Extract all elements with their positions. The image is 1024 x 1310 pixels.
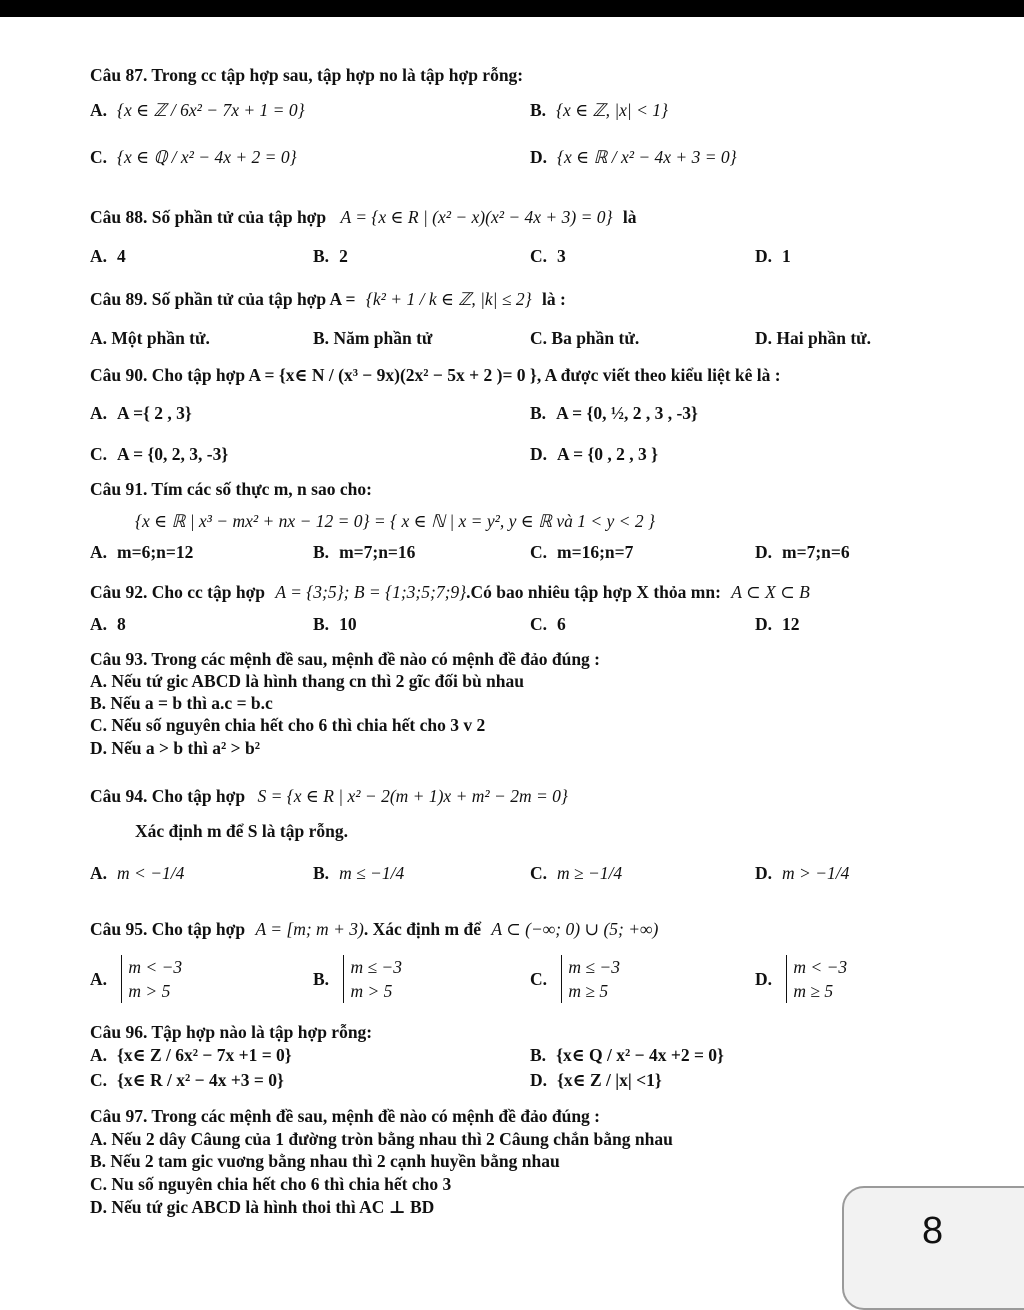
q94-stem-text: Câu 94. Cho tập hợp xyxy=(90,786,246,806)
q92-stem-text: Câu 92. Cho cc tập hợp xyxy=(90,582,265,602)
option-label: A. xyxy=(90,100,108,120)
q89-d-text: D. Hai phần tử. xyxy=(755,328,872,348)
q94-set: S = {x ∈ R | x² − 2(m + 1)x + m² − 2m = 0} xyxy=(257,786,568,806)
q94-d-text: m > −1/4 xyxy=(782,863,850,883)
q94-c-text: m ≥ −1/4 xyxy=(557,863,623,883)
q97-option-d[interactable]: D. Nếu tứ gic ABCD là hình thoi thì AC ⊥ BD xyxy=(90,1197,435,1217)
q90-option-b[interactable] xyxy=(530,402,698,424)
question-89-stem xyxy=(90,288,930,310)
q96-b-text: {x∈ Q / x² − 4x +2 = 0} xyxy=(556,1045,724,1065)
option-label: C. xyxy=(530,246,548,266)
option-label: A. xyxy=(90,246,108,266)
q92-option-a[interactable] xyxy=(90,613,126,635)
q87-c-text: {x ∈ ℚ / x² − 4x + 2 = 0} xyxy=(117,147,297,167)
q92-c-text: 6 xyxy=(557,614,566,634)
q95-option-a[interactable] xyxy=(90,955,182,1003)
option-label: A. xyxy=(90,542,108,562)
question-96-stem: Câu 96. Tập hợp nào là tập hợp rỗng: xyxy=(90,1022,373,1042)
q92-option-d[interactable] xyxy=(755,613,800,635)
q92-b-text: 10 xyxy=(339,614,357,634)
q90-b-text: A = {0, ½, 2 , 3 , -3} xyxy=(556,403,698,423)
option-label: D. xyxy=(755,863,773,883)
q89-tail: là : xyxy=(541,289,566,309)
q95-d-line2: m ≥ 5 xyxy=(793,981,834,1001)
q95-a-line1: m < −3 xyxy=(128,957,183,977)
option-label: C. xyxy=(90,147,108,167)
option-label: D. xyxy=(530,147,548,167)
q91-a-text: m=6;n=12 xyxy=(117,542,194,562)
q92-d-text: 12 xyxy=(782,614,800,634)
question-92-stem xyxy=(90,581,930,603)
option-label: C. xyxy=(530,542,548,562)
option-label: D. xyxy=(755,246,773,266)
q96-option-c[interactable] xyxy=(90,1069,284,1091)
q95-d-line1: m < −3 xyxy=(793,957,848,977)
q90-option-a[interactable] xyxy=(90,402,192,424)
q91-equation: {x ∈ ℝ | x³ − mx² + nx − 12 = 0} = { x ∈ ℕ | x = y², y ∈ ℝ và 1 < y < 2 } xyxy=(135,511,655,531)
question-93-stem: Câu 93. Trong các mệnh đề sau, mệnh đề nào có mệnh đề đảo đúng : xyxy=(90,649,601,669)
q95-option-c[interactable] xyxy=(530,955,620,1003)
question-90-stem: Câu 90. Cho tập hợp A = {x∈ N / (x³ − 9x)(2x² − 5x + 2 )= 0 }, A được viết theo kiểu liệt kê là : xyxy=(90,365,781,385)
q89-c-text: C. Ba phần tử. xyxy=(530,328,640,348)
option-label: D. xyxy=(755,969,773,989)
q95-tail: . Xác định m để xyxy=(363,919,481,939)
q87-option-a[interactable] xyxy=(90,99,305,121)
q97-option-a[interactable]: A. Nếu 2 dây Câung của 1 đường tròn bằng nhau thì 2 Câung chắn bằng nhau xyxy=(90,1129,673,1149)
q87-b-text: {x ∈ ℤ, |x| < 1} xyxy=(556,100,669,120)
option-label: B. xyxy=(313,863,330,883)
q95-set: A = [m; m + 3) xyxy=(255,919,364,939)
q91-option-a[interactable] xyxy=(90,541,193,563)
q94-instruction: Xác định m để S là tập rỗng. xyxy=(135,821,348,841)
q88-b-text: 2 xyxy=(339,246,348,266)
q94-option-a[interactable] xyxy=(90,862,184,884)
q95-option-b[interactable] xyxy=(313,955,402,1003)
option-label: B. xyxy=(313,542,330,562)
q92-tail: .Có bao nhiêu tập hợp X thỏa mn: xyxy=(466,582,721,602)
q95-a-line2: m > 5 xyxy=(128,981,171,1001)
page-number: 8 xyxy=(922,1210,944,1252)
option-label: D. xyxy=(755,614,773,634)
q95-b-line1: m ≤ −3 xyxy=(350,957,402,977)
q96-option-b[interactable] xyxy=(530,1044,724,1066)
q88-tail: là xyxy=(622,207,637,227)
q91-d-text: m=7;n=6 xyxy=(782,542,850,562)
question-87-stem: Câu 87. Trong cc tập hợp sau, tập hợp no là tập hợp rỗng: xyxy=(90,65,524,85)
option-label: A. xyxy=(90,614,108,634)
q93-option-d[interactable]: D. Nếu a > b thì a² > b² xyxy=(90,738,260,758)
q95-option-d[interactable] xyxy=(755,955,847,1003)
q95-stem-text: Câu 95. Cho tập hợp xyxy=(90,919,246,939)
q95-c-line2: m ≥ 5 xyxy=(568,981,609,1001)
q97-option-b[interactable]: B. Nếu 2 tam gic vuơng bằng nhau thì 2 cạnh huyền bằng nhau xyxy=(90,1151,560,1171)
q91-option-b[interactable] xyxy=(313,541,415,563)
q88-set: A = {x ∈ R | (x² − x)(x² − 4x + 3) = 0} xyxy=(340,207,613,227)
q92-option-c[interactable] xyxy=(530,613,566,635)
q88-option-c[interactable] xyxy=(530,245,566,267)
option-label: D. xyxy=(530,444,548,464)
q92-relation: A ⊂ X ⊂ B xyxy=(731,582,810,602)
question-88-stem xyxy=(90,206,930,228)
option-label: D. xyxy=(755,542,773,562)
q91-option-c[interactable] xyxy=(530,541,633,563)
q89-option-d[interactable] xyxy=(755,327,871,349)
q87-option-d[interactable] xyxy=(530,146,737,168)
q90-option-c[interactable] xyxy=(90,443,228,465)
question-94-stem xyxy=(90,785,930,807)
option-label: C. xyxy=(90,444,108,464)
q88-option-d[interactable] xyxy=(755,245,791,267)
option-label: A. xyxy=(90,969,108,989)
option-label: C. xyxy=(530,863,548,883)
option-label: C. xyxy=(530,614,548,634)
q88-a-text: 4 xyxy=(117,246,126,266)
option-label: A. xyxy=(90,403,108,423)
q87-option-c[interactable] xyxy=(90,146,297,168)
q96-option-d[interactable] xyxy=(530,1069,662,1091)
q95-relation: A ⊂ (−∞; 0) ∪ (5; +∞) xyxy=(491,919,659,939)
question-95-stem xyxy=(90,918,930,940)
q91-option-d[interactable] xyxy=(755,541,850,563)
option-label: C. xyxy=(530,969,548,989)
q91-c-text: m=16;n=7 xyxy=(557,542,634,562)
q90-option-d[interactable] xyxy=(530,443,658,465)
question-91-stem: Câu 91. Tím các số thực m, n sao cho: xyxy=(90,479,372,499)
q96-d-text: {x∈ Z / |x| <1} xyxy=(557,1070,662,1090)
q92-a-text: 8 xyxy=(117,614,126,634)
q89-option-b[interactable] xyxy=(313,327,432,349)
q93-option-c[interactable]: C. Nếu số nguyên chia hết cho 6 thì chia hết cho 3 v 2 xyxy=(90,715,486,735)
q89-stem-text: Câu 89. Số phần tử của tập hợp A = xyxy=(90,289,356,309)
q94-option-c[interactable] xyxy=(530,862,622,884)
q87-option-b[interactable] xyxy=(530,99,668,121)
q88-c-text: 3 xyxy=(557,246,566,266)
q91-b-text: m=7;n=16 xyxy=(339,542,416,562)
option-label: B. xyxy=(313,969,330,989)
q88-option-b[interactable] xyxy=(313,245,348,267)
q90-d-text: A = {0 , 2 , 3 } xyxy=(557,444,659,464)
q93-option-b[interactable]: B. Nếu a = b thì a.c = b.c xyxy=(90,693,273,713)
q88-d-text: 1 xyxy=(782,246,791,266)
q89-option-a[interactable] xyxy=(90,327,210,349)
q87-d-text: {x ∈ ℝ / x² − 4x + 3 = 0} xyxy=(557,147,737,167)
option-label: B. xyxy=(313,614,330,634)
q94-option-d[interactable] xyxy=(755,862,849,884)
q93-option-a[interactable]: A. Nếu tứ gic ABCD là hình thang cn thì 2 gĩc đối bù nhau xyxy=(90,671,525,691)
option-label: B. xyxy=(313,246,330,266)
q87-a-text: {x ∈ ℤ / 6x² − 7x + 1 = 0} xyxy=(117,100,305,120)
q89-b-text: B. Năm phần tử xyxy=(313,328,433,348)
q88-option-a[interactable] xyxy=(90,245,126,267)
option-label: A. xyxy=(90,1045,108,1065)
q89-a-text: A. Một phần tử. xyxy=(90,328,210,348)
question-97-stem: Câu 97. Trong các mệnh đề sau, mệnh đề nào có mệnh đề đảo đúng : xyxy=(90,1106,601,1126)
page-number-badge xyxy=(842,1186,1024,1310)
q90-c-text: A = {0, 2, 3, -3} xyxy=(117,444,229,464)
q90-a-text: A ={ 2 , 3} xyxy=(117,403,192,423)
q96-c-text: {x∈ R / x² − 4x +3 = 0} xyxy=(117,1070,284,1090)
q95-b-line2: m > 5 xyxy=(350,981,393,1001)
q88-stem-text: Câu 88. Số phần tử của tập hợp xyxy=(90,207,327,227)
q92-option-b[interactable] xyxy=(313,613,357,635)
q96-option-a[interactable] xyxy=(90,1044,292,1066)
q95-c-line1: m ≤ −3 xyxy=(568,957,620,977)
q89-option-c[interactable] xyxy=(530,327,639,349)
option-label: B. xyxy=(530,100,547,120)
q94-a-text: m < −1/4 xyxy=(117,863,185,883)
option-label: C. xyxy=(90,1070,108,1090)
option-label: B. xyxy=(530,1045,547,1065)
q97-option-c[interactable]: C. Nu số nguyên chia hết cho 6 thì chia hết cho 3 xyxy=(90,1174,452,1194)
option-label: A. xyxy=(90,863,108,883)
option-label: D. xyxy=(530,1070,548,1090)
q89-set: {k² + 1 / k ∈ ℤ, |k| ≤ 2} xyxy=(365,289,532,309)
q92-sets: A = {3;5}; B = {1;3;5;7;9} xyxy=(275,582,467,602)
q94-b-text: m ≤ −1/4 xyxy=(339,863,405,883)
q94-option-b[interactable] xyxy=(313,862,404,884)
q96-a-text: {x∈ Z / 6x² − 7x +1 = 0} xyxy=(117,1045,292,1065)
option-label: B. xyxy=(530,403,547,423)
